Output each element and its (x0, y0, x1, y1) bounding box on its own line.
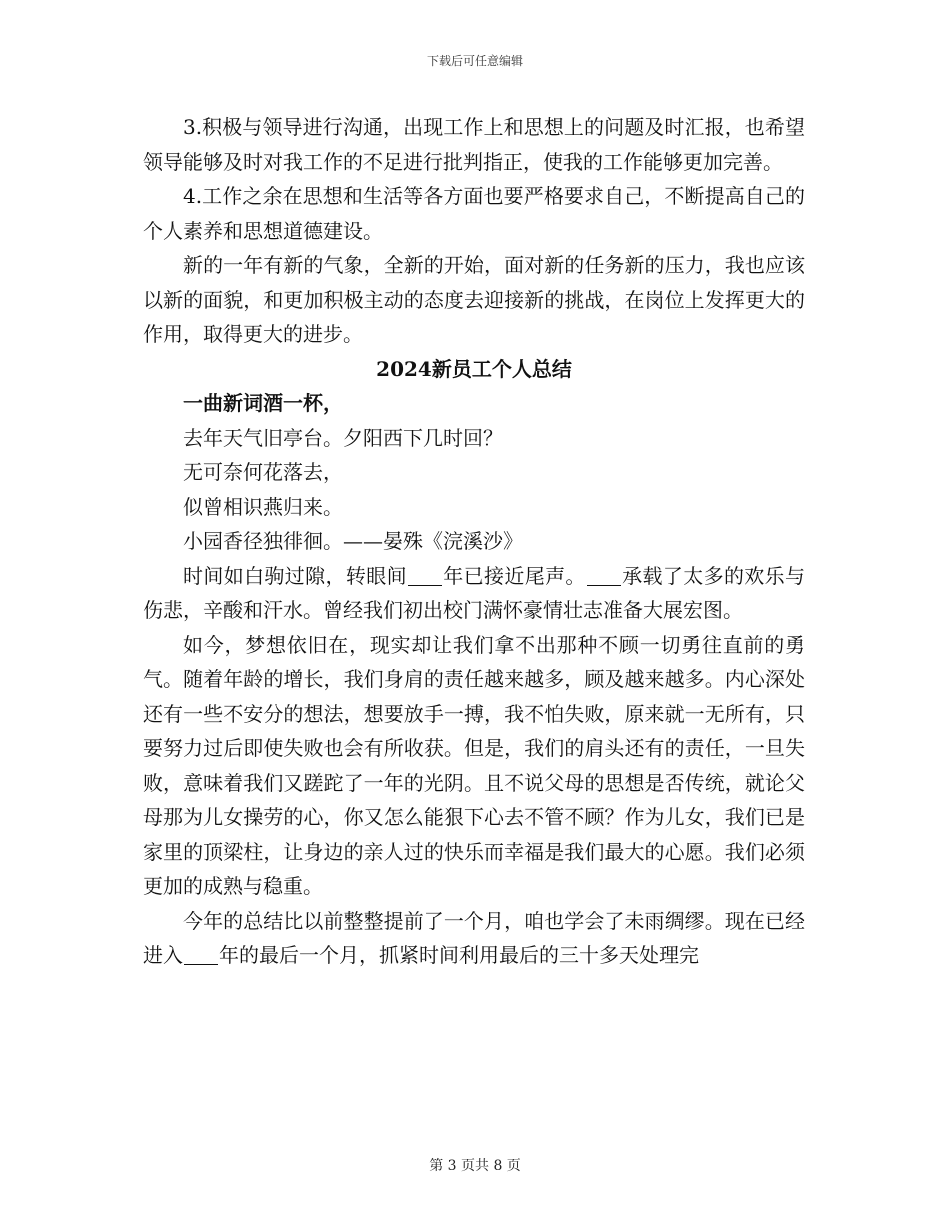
document-body (143, 110, 805, 973)
fill-blank (184, 944, 218, 965)
poem-line-5: 小园香径独徘徊。——晏殊《浣溪沙》 (183, 529, 523, 553)
paragraph-new-year: 新的一年有新的气象，全新的开始，面对新的任务新的压力，我也应该以新的面貌，和更加积极主动的态度去迎接新的挑战，在岗位上发挥更大的作用，取得更大的进步。 (143, 253, 805, 346)
poem-line-2: 去年天气旧亭台。夕阳西下几时回？ (183, 425, 503, 450)
paragraph-item-3: 3.积极与领导进行沟通，出现工作上和思想上的问题及时汇报，也希望领导能够及时对我工作的不足进行批判指正，使我的工作能够更加完善。 (143, 115, 805, 174)
poem-line-4: 似曾相识燕归来。 (183, 494, 343, 519)
section-title: 2024新员工个人总结 (376, 356, 572, 381)
paragraph-text: 今年的总结比以前整整提前了一个月，咱也学会了未雨绸缪。现在已经进入 (143, 908, 805, 967)
paragraph-dreams: 如今，梦想依旧在，现实却让我们拿不出那种不顾一切勇往直前的勇气。随着年龄的增长，我们身肩的责任越来越多，顾及越来越多。内心深处还有一些不安分的想法，想要放手一搏，我不怕失败，原来就一无所有，只要努力过后即使失败也会有所收获。但是，我们的肩头还有的责任，一旦失败，意味着我们又蹉跎了一年的光阴。且不说父母的思想是否传统，就论父母那为儿女操劳的心，你又怎么能狠下心去不管不顾？作为儿女，我们已是家里的顶梁柱，让身边的亲人过的快乐而幸福是我们最大的心愿。我们必须更加的成熟与稳重。 (143, 632, 805, 898)
paragraph-text: 承载了太多的欢乐与伤悲，辛酸和汗水。曾经我们初出校门满怀豪情壮志准备大展宏图。 (143, 563, 806, 622)
page-header: 下载后可任意编辑 (426, 54, 523, 68)
paragraph-item-4: 4.工作之余在思想和生活等各方面也要严格要求自己，不断提高自己的个人素养和思想道德建设。 (143, 184, 805, 243)
paragraph-time-passes (143, 559, 805, 628)
paragraph-text: 时间如白驹过隙，转眼间 (183, 563, 407, 588)
paragraph-this-year (143, 904, 805, 973)
poem-line-1: 一曲新词酒一杯， (183, 391, 343, 415)
fill-blank (587, 565, 621, 586)
poem-line-3: 无可奈何花落去， (183, 460, 343, 484)
paragraph-text: 年的最后一个月，抓紧时间利用最后的三十多天处理完 (219, 943, 699, 967)
paragraph-text: 年已接近尾声。 (442, 563, 586, 588)
fill-blank (408, 565, 442, 586)
page-footer: 第 3 页共 8 页 (429, 1158, 521, 1174)
